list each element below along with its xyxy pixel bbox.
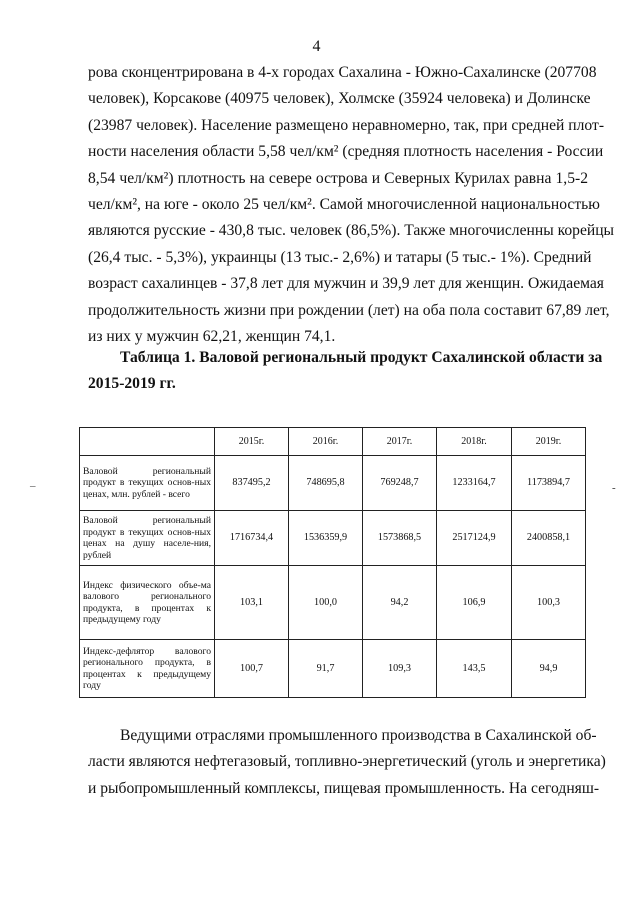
table-row (80, 511, 586, 566)
column-header: 2018г. (437, 428, 512, 456)
text-line: возраст сахалинцев - 37,8 лет для мужчин и 39,9 лет для женщин. Ожидаемая (88, 275, 604, 293)
text-line: ности населения области 5,58 чел/км² (средняя плотность населения - России (88, 143, 604, 161)
column-header (80, 428, 215, 456)
table-cell: 143,5 (437, 640, 512, 698)
column-header: 2016г. (289, 428, 363, 456)
margin-dash: - (612, 482, 616, 494)
text-line: 8,54 чел/км²) плотность на севере острова и Северных Курилах равна 1,5-2 (88, 169, 588, 187)
text-line: человек), Корсакове (40975 человек), Холмске (35924 человека) и Долинске (88, 90, 591, 108)
grp-table (79, 427, 586, 698)
table-cell: 2517124,9 (437, 511, 512, 566)
row-label: Индекс физического объе-ма валового регионального продукта, в процентах к предыдущему году (80, 566, 215, 640)
page-number: 4 (312, 38, 321, 55)
caption-line: 2015-2019 гг. (88, 375, 176, 392)
table-cell: 1573868,5 (363, 511, 437, 566)
table-cell: 748695,8 (289, 456, 363, 511)
table-cell: 94,2 (363, 566, 437, 640)
column-header: 2019г. (512, 428, 586, 456)
table-row (80, 566, 586, 640)
text-line: (23987 человек). Население размещено неравномерно, так, при средней плот- (88, 116, 605, 134)
table-cell: 100,3 (512, 566, 586, 640)
text-line: чел/км², на юге - около 25 чел/км². Самой многочисленной национальностью (88, 196, 600, 214)
margin-dash: – (30, 480, 36, 492)
row-label: Валовой региональный продукт в текущих основ-ных ценах, млн. рублей - всего (80, 456, 215, 511)
table-cell: 1233164,7 (437, 456, 512, 511)
table-caption (88, 345, 603, 397)
table-cell: 106,9 (437, 566, 512, 640)
table-cell: 94,9 (512, 640, 586, 698)
text-line: (26,4 тыс. - 5,3%), украинцы (13 тыс.- 2,6%) и татары (5 тыс.- 1%). Средний (88, 248, 592, 266)
table-header-row (80, 428, 586, 456)
text-line: рова сконцентрирована в 4-х городах Сахалина - Южно-Сахалинске (207708 (88, 64, 597, 81)
text-line: являются русские - 430,8 тыс. человек (86,5%). Также многочисленны корейцы (88, 222, 615, 240)
table-row (80, 456, 586, 511)
paragraph-industry (88, 723, 606, 802)
table-cell: 109,3 (363, 640, 437, 698)
table-cell: 103,1 (215, 566, 289, 640)
table-cell: 2400858,1 (512, 511, 586, 566)
text-line: ласти являются нефтегазовый, топливно-энергетический (уголь и энергетика) (88, 753, 606, 771)
table-cell: 1536359,9 (289, 511, 363, 566)
column-header: 2017г. (363, 428, 437, 456)
row-label: Индекс-дефлятор валового регионального продукта, в процентах к предыдущему году (80, 640, 215, 698)
text-line: и рыбопромышленный комплексы, пищевая промышленность. На сегодняш- (88, 779, 600, 797)
text-line: Ведущими отраслями промышленного производства в Сахалинской об- (120, 727, 597, 744)
table-row (80, 640, 586, 698)
table-cell: 100,7 (215, 640, 289, 698)
table-cell: 769248,7 (363, 456, 437, 511)
text-line: продолжительность жизни при рождении (лет) на оба пола составит 67,89 лет, (88, 301, 610, 319)
row-label: Валовой региональный продукт в текущих основ-ных ценах на душу населе-ния, рублей (80, 511, 215, 566)
table-cell: 837495,2 (215, 456, 289, 511)
table-cell: 91,7 (289, 640, 363, 698)
caption-line: Таблица 1. Валовой региональный продукт Сахалинской области за (120, 349, 603, 366)
table-cell: 100,0 (289, 566, 363, 640)
text-line: из них у мужчин 62,21, женщин 74,1. (88, 328, 336, 346)
paragraph-population (88, 60, 615, 350)
table-cell: 1716734,4 (215, 511, 289, 566)
table-cell: 1173894,7 (512, 456, 586, 511)
column-header: 2015г. (215, 428, 289, 456)
